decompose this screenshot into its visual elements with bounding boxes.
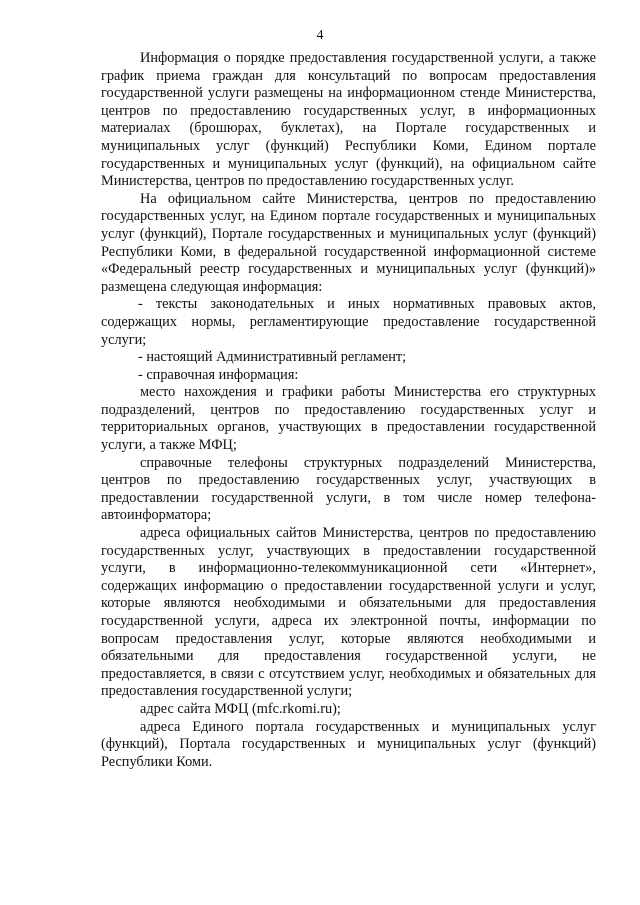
paragraph-official-sites: адреса официальных сайтов Министерства, центров по предоставлению государственных услуг, участвующих в предоставлении государственной услуги, в информационно-телекоммуникационной сети «Интернет», содержащих информацию о предоставлении государственной услуги и услуг, которые являются необходимыми и обязательными для предоставления государственной услуги, адреса их электронной почты, информации по вопросам предоставления услуг, которые являются необходимыми и обязательными для предоставления государственной услуги, не предоставляется, в связи с отсутствием услуг, необходимых и обязательных для предоставления государственной услуги; xyxy=(101,525,596,700)
list-item-admin-regulation: - настоящий Административный регламент; xyxy=(138,349,407,366)
list-item-reference-info: - справочная информация: xyxy=(138,366,299,383)
paragraph-info-placement: Информация о порядке предоставления государственной услуги, а также график приема граждан для консультаций по вопросам предоставления государственной услуги размещены на информационном стенде Министерства, центров по предоставлению государственных услуг, в информационных материалах (брошюрах, буклетах), на Портале государственных и муниципальных услуг (функций) Республики Коми, Едином портале государственных и муниципальных услуг (функций), на официальном сайте Министерства, центров по предоставлению государственных услуг. xyxy=(101,50,596,190)
list-item-legal-acts: - тексты законодательных и иных нормативных правовых актов, содержащих нормы, регламентирующие предоставление государственной услуги; xyxy=(101,296,596,348)
document-body xyxy=(101,50,596,771)
paragraph-official-site-info: На официальном сайте Министерства, центров по предоставлению государственных услуг, на Едином портале государственных и муниципальных услуг (функций), Портале государственных и муниципальных услуг (функций) Республики Коми, в федеральной государственной информационной системе «Федеральный реестр государственных и муниципальных услуг (функций)» размещена следующая информация: xyxy=(101,190,596,295)
paragraph-portal-addresses: адреса Единого портала государственных и муниципальных услуг (функций), Портала государственных и муниципальных услуг (функций) Республики Коми. xyxy=(101,718,596,770)
paragraph-location-schedule: место нахождения и графики работы Министерства его структурных подразделений, центров по предоставлению государственных услуг и территориальных органов, участвующих в предоставлении государственной услуги, а также МФЦ; xyxy=(101,384,596,454)
paragraph-reference-phones: справочные телефоны структурных подразделений Министерства, центров по предоставлению государственных услуг, участвующих в предоставлении государственной услуги, в том числе номер телефона-автоинформатора; xyxy=(101,454,596,524)
paragraph-mfc-site: адрес сайта МФЦ (mfc.rkomi.ru); xyxy=(140,700,341,717)
page-number: 4 xyxy=(316,28,324,43)
